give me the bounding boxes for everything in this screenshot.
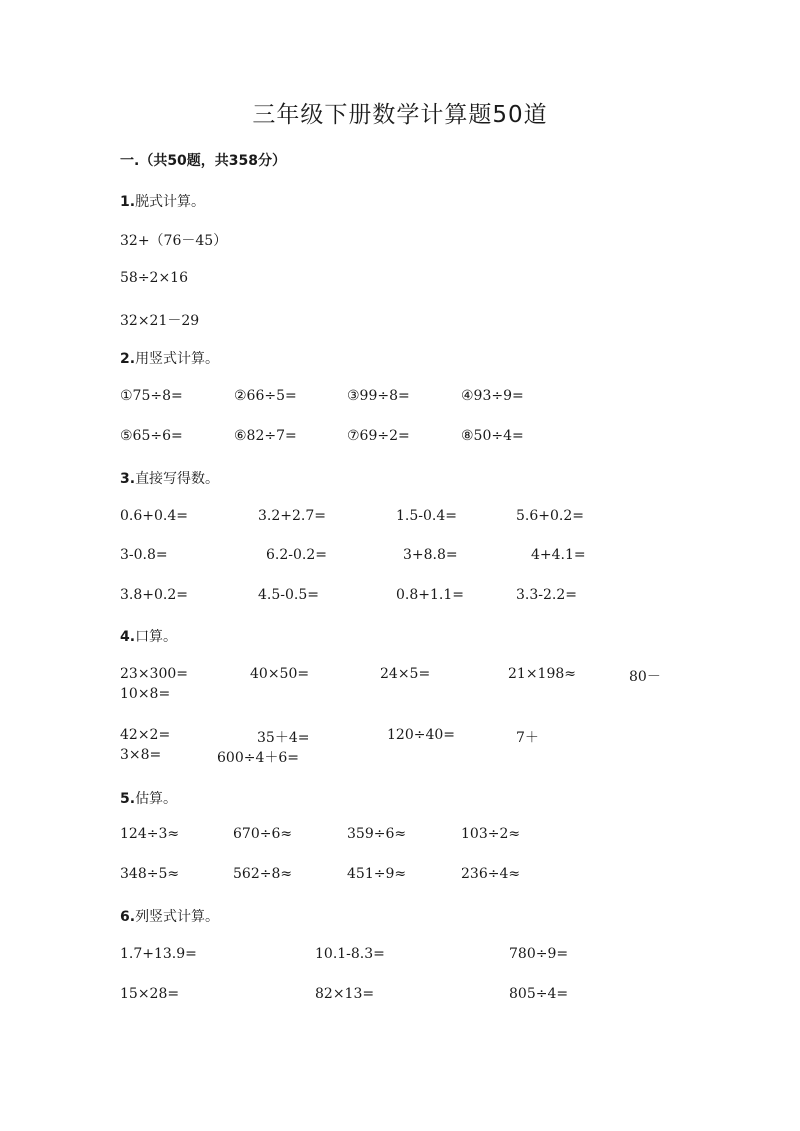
question-number: 6.	[120, 909, 136, 925]
q2-item: ⑧50÷4=	[461, 428, 524, 444]
q2-item: ④93÷9=	[461, 388, 524, 404]
question-label: 口算。	[135, 629, 178, 645]
page-title: 三年级下册数学计算题50道	[252, 102, 548, 128]
question-label: 估算。	[135, 791, 178, 807]
q6-item: 15×28=	[120, 986, 180, 1002]
q3-item: 3.8+0.2=	[120, 587, 188, 603]
q3-item: 3.2+2.7=	[258, 508, 326, 524]
section-header: 一.（共50题，共358分）	[120, 153, 287, 169]
q4-item: 21×198≈	[508, 666, 576, 682]
question-number: 3.	[120, 471, 136, 487]
question-4-heading	[120, 626, 177, 646]
q4-item-wrap: 10×8=	[120, 686, 171, 702]
question-5-heading	[120, 788, 177, 808]
q6-item: 805÷4=	[509, 986, 569, 1002]
q3-item: 4+4.1=	[531, 547, 586, 563]
q3-item: 1.5-0.4=	[396, 508, 457, 524]
q5-item: 562÷8≈	[233, 866, 293, 882]
q3-item: 0.6+0.4=	[120, 508, 188, 524]
q2-item: ⑤65÷6=	[120, 428, 183, 444]
q2-item: ②66÷5=	[234, 388, 297, 404]
q1-item: 32+（76－45）	[120, 233, 228, 249]
question-3-heading	[120, 468, 219, 488]
question-number: 4.	[120, 629, 136, 645]
q2-item: ⑦69÷2=	[347, 428, 410, 444]
q2-item: ③99÷8=	[347, 388, 410, 404]
q4-item: 40×50=	[250, 666, 310, 682]
q1-item: 32×21－29	[120, 313, 200, 329]
q4-item: 23×300=	[120, 666, 188, 682]
q4-item: 24×5=	[380, 666, 431, 682]
question-6-heading	[120, 906, 219, 926]
question-label: 用竖式计算。	[135, 351, 220, 367]
q5-item: 236÷4≈	[461, 866, 521, 882]
question-2-heading	[120, 348, 219, 368]
q1-item: 58÷2×16	[120, 270, 188, 286]
q3-item: 3.3-2.2=	[516, 587, 577, 603]
q4-item-wrap: 600÷4＋6=	[217, 750, 299, 766]
q5-item: 359÷6≈	[347, 826, 407, 842]
q4-item: 7＋	[516, 730, 539, 746]
q6-item: 780÷9=	[509, 946, 569, 962]
q5-item: 103÷2≈	[461, 826, 521, 842]
q6-item: 1.7+13.9=	[120, 946, 197, 962]
q5-item: 124÷3≈	[120, 826, 180, 842]
q4-item: 42×2=	[120, 727, 171, 743]
q4-item: 80－	[629, 669, 661, 685]
question-label: 脱式计算。	[135, 194, 206, 210]
q3-item: 5.6+0.2=	[516, 508, 584, 524]
question-label: 直接写得数。	[135, 471, 220, 487]
q6-item: 10.1-8.3=	[315, 946, 385, 962]
q3-item: 4.5-0.5=	[258, 587, 319, 603]
q6-item: 82×13=	[315, 986, 375, 1002]
q5-item: 670÷6≈	[233, 826, 293, 842]
q2-item: ①75÷8=	[120, 388, 183, 404]
question-number: 5.	[120, 791, 136, 807]
q3-item: 3-0.8=	[120, 547, 168, 563]
q5-item: 451÷9≈	[347, 866, 407, 882]
q3-item: 3+8.8=	[403, 547, 458, 563]
question-number: 1.	[120, 194, 136, 210]
q3-item: 6.2-0.2=	[266, 547, 327, 563]
q2-item: ⑥82÷7=	[234, 428, 297, 444]
q3-item: 0.8+1.1=	[396, 587, 464, 603]
q4-item-wrap: 3×8=	[120, 747, 162, 763]
question-label: 列竖式计算。	[135, 909, 220, 925]
q4-item: 120÷40=	[387, 727, 455, 743]
q4-item: 35＋4=	[257, 730, 310, 746]
q5-item: 348÷5≈	[120, 866, 180, 882]
question-number: 2.	[120, 351, 136, 367]
question-1-heading	[120, 191, 205, 211]
